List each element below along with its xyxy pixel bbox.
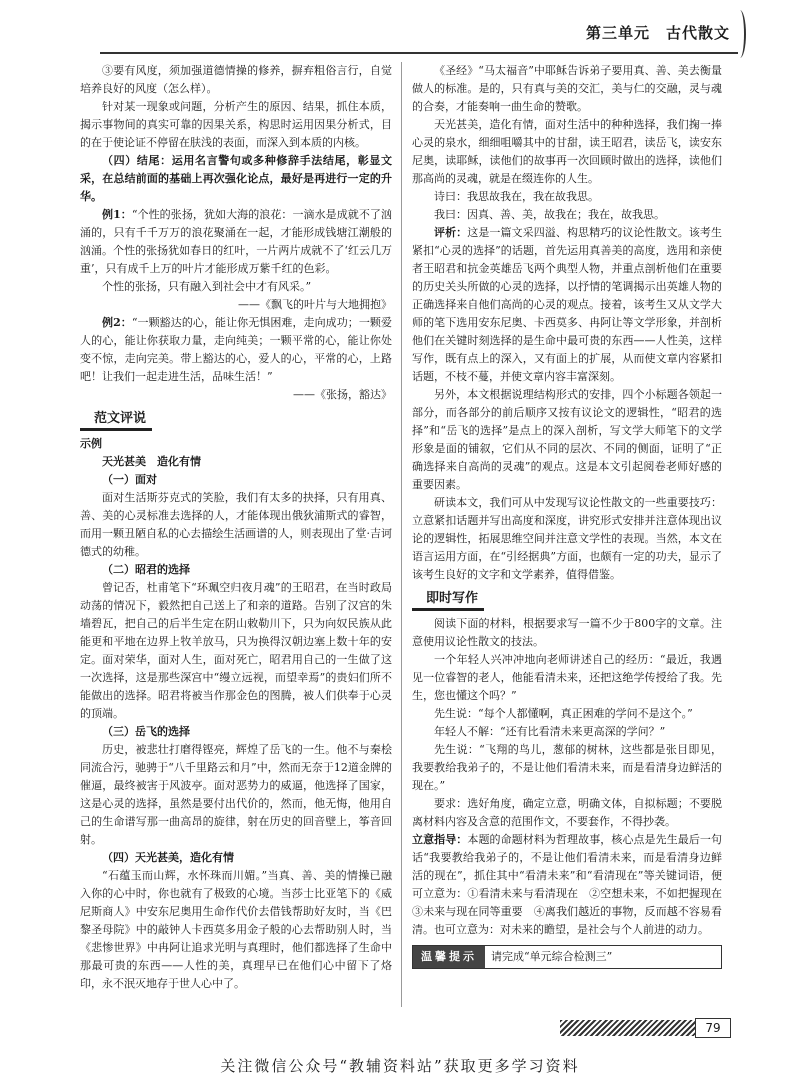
paragraph: 针对某一现象或问题，分析产生的原因、结果，抓住本质，揭示事物间的真实可靠的因果关系，构思时运用因果分析式，目的在于使论证不停留在肤浅的表面，而深入到本质的内核。 — [80, 100, 392, 149]
paragraph: 面对生活斯芬克式的笑脸，我们有太多的抉择，只有用真、善、美的心灵标准去选择的人，才能体现出俄狄浦斯式的睿智，而用一颗丑陋自私的心去描绘生活画谱的人，则表现出了堂·吉诃德式的幼稚。 — [80, 491, 392, 558]
paragraph: 天光甚美，造化有情，面对生活中的种种选择，我们掬一捧心灵的泉水，细细咀嚼其中的甘甜，读王昭君，读岳飞，读安东尼奥，读耶稣，读他们的故事再一次回顾时做出的选择，读他们那高尚的灵魂，就是在缀连你的人生。 — [412, 118, 722, 185]
paragraph: “石蕴玉而山辉，水怀珠而川媚。”当真、善、美的情操已融入你的心中时，你也就有了极致的心境。当莎士比亚笔下的《威尼斯商人》中安东尼奥用生命作代价去借钱帮助好友时，当《巴黎圣母院》中的敲钟人卡西莫多用金子般的心去帮助别人时，当《悲惨世界》中冉阿让追求光明与真理时，他们都选择了生命中那最可贵的东西——人性的美，真理早已在他们心中留下了烙印，永不泯灭地存于世人心中了。 — [80, 869, 392, 990]
source: ——《张扬，豁达》 — [293, 388, 392, 401]
paragraph: 阅读下面的材料，根据要求写一篇不少于800字的文章。注意使用议论性散文的技法。 — [412, 617, 722, 648]
paragraph: 历史，被悲壮打磨得铿亮，辉煌了岳飞的一生。他不与秦桧同流合污，驰骋于“八千里路云和月”中，然而无奈于12道金牌的催逼，最终被害于风波亭。面对恶势力的威逼，他选择了国家，这是心灵的选择，虽然是要付出代价的，然而，他无悔，他用自己的生命谱写那一曲高昂的旋律，射在历史的回音壁上，筝音回射。 — [80, 743, 392, 846]
right-column — [412, 62, 733, 969]
tip-label: 温馨提示 — [413, 946, 485, 968]
example-text: “个性的张扬，犹如大海的浪花：一滴水是成就不了汹涌的，只有千千万万的浪花聚涌在一起，才能形成钱塘江潮般的汹涌。个性的张扬犹如春日的红叶，一片两片成就不了‘红云几万重’，只有成千上万的叶片才能形成万紫千红的色彩。 — [80, 208, 393, 275]
paragraph: 年轻人不解：“还有比看清未来更高深的学问？” — [434, 725, 666, 738]
subsection-title: （一）面对 — [102, 473, 157, 486]
paragraph: 先生说：“每个人都懂啊，真正困难的学问不是这个。” — [434, 707, 693, 720]
left-column — [80, 62, 392, 993]
subsection-title: （四）天光甚美，造化有情 — [102, 851, 234, 864]
subsection-title: （三）岳飞的选择 — [102, 725, 190, 738]
analysis-text: 这是一篇文采四溢、构思精巧的议论性散文。该考生紧扣“心灵的选择”的话题，首先运用真善美的高度，选用和亲使者王昭君和抗金英雄岳飞两个典型人物，并重点剖析他们在重要的历史关头所做的心灵的选择，以抒情的笔调揭示出英雄人物的正确选择来自他们高尚的心灵的观点。接着，该考生又从文学大师的笔下选用安东尼奥、卡西莫多、冉阿让等文学形象，并剖析他们在关键时刻选择的是生命中最可贵的东西——人性美，这样写作，既有点上的深入，又有面上的扩展，从而使文章内容紧扣话题，不枝不蔓，并使文章内容丰富深刻。 — [412, 226, 723, 383]
header-bracket — [734, 10, 746, 58]
analysis-label: 评析： — [434, 226, 468, 239]
example-text: “一颗豁达的心，能让你无惧困难，走向成功；一颗爱人的心，能让你获取力量，走向纯美；一颗平常的心，能让你处变不惊，走向完美。带上豁达的心，爱人的心，平常的心，上路吧！让我们一起走进生活，品味生活！” — [80, 316, 393, 383]
paragraph: 研读本文，我们可从中发现写议论性散文的一些重要技巧：立意紧扣话题并写出高度和深度，讲究形式安排并注意体现出议论的逻辑性，拓展思维空间并注意文学性的表现。当然，本文在语言运用方面，在“引经据典”方面，也颇有一定的功夫，显示了该考生良好的文字和文学素养，值得借鉴。 — [412, 496, 722, 581]
analysis — [412, 224, 722, 386]
section-heading: 范文评说 — [80, 410, 152, 431]
paragraph: 一个年轻人兴冲冲地向老师讲述自己的经历：“最近，我遇见一位睿智的老人，他能看清未来，还把这绝学传授给了我。先生，您也懂这个吗？” — [412, 653, 722, 702]
tip-text: 请完成“单元综合检测三” — [491, 950, 613, 963]
tip-box — [412, 945, 722, 969]
paragraph: 个性的张扬，只有融入到社会中才有风采。” — [102, 280, 312, 293]
column-divider — [401, 62, 402, 1007]
example-2 — [80, 314, 392, 386]
paragraph: 曾记否，杜甫笔下“环珮空归夜月魂”的王昭君，在当时政局动荡的情况下，毅然把自己送上了和亲的道路。告别了汉宫的朱墙碧瓦，把自己的后半生定在阴山敕勒川下，只为向奴民族从此能更和平地在边界上牧羊放马，只为换得汉朝边塞上数十年的安定。面对荣华，面对人生，面对死亡，昭君用自己的一生做了这一次选择，这是那些深宫中“缦立远视，而望幸焉”的贵妇们所不能做出的选择。昭君将被当作那金色的图腾，被人们供奉于心灵的顶端。 — [80, 581, 392, 720]
paragraph: 我曰：因真、善、美，故我在；我在，故我思。 — [434, 208, 665, 221]
essay-title: 天光甚美 造化有情 — [102, 455, 201, 468]
unit-title: 第三单元 古代散文 — [585, 24, 730, 42]
paragraph: ③要有风度，须加强道德情操的修养，摒弃粗俗言行，自觉培养良好的风度（怎么样）。 — [80, 64, 392, 95]
header-rule — [100, 52, 738, 54]
example-label: 例1： — [102, 208, 132, 221]
subsection-title: （二）昭君的选择 — [102, 563, 190, 576]
section-heading: 即时写作 — [412, 590, 484, 611]
source: ——《飘飞的叶片与大地拥抱》 — [238, 298, 392, 311]
paragraph: 另外，本文根据说理结构形式的安排，四个小标题各领起一部分，而各部分的前后顺序又按有议论文的逻辑性，“昭君的选择”和“岳飞的选择”是点上的深入剖析，写文学大师笔下的文学形象是面的铺叙，它们从不同的层次、不同的侧面，证明了“正确选择来自高尚的灵魂”的观点。这是本文引起阅卷老师好感的重要因素。 — [412, 388, 722, 491]
page-header — [0, 0, 800, 60]
example-1 — [80, 206, 392, 278]
bold-paragraph: （四）结尾：运用名言警句或多种修辞手法结尾，彰显文采，在总结前面的基础上再次强化论点，最好是再进行一定的升华。 — [80, 154, 392, 203]
example-heading: 示例 — [80, 437, 102, 450]
guide — [412, 831, 733, 939]
page-number: 79 — [695, 1018, 731, 1038]
paragraph: 要求：选好角度，确定立意，明确文体，自拟标题；不要脱离材料内容及含意的范围作文，不要套作，不得抄袭。 — [412, 797, 722, 828]
footer-note: 关注微信公众号“教辅资料站”获取更多学习资料 — [220, 1057, 580, 1075]
guide-label: 立意指导： — [412, 833, 468, 846]
paragraph: 先生说：“飞翔的鸟儿，葱郁的树林，这些都是张目即见，我要教给我弟子的，不是让他们看清未来，而是看清身边鲜活的现在。” — [412, 743, 722, 792]
example-label: 例2： — [102, 316, 132, 329]
paragraph: 诗曰：我思故我在，我在故我思。 — [434, 190, 599, 203]
paragraph: 《圣经》“马太福音”中耶稣告诉弟子要用真、善、美去衡量做人的标准。是的，只有真与美的交汇，美与仁的交融，灵与魂的合奏，才能奏响一曲生命的赞歌。 — [412, 64, 722, 113]
guide-text: 本题的命题材料为哲理故事，核心点是先生最后一句话“我要教给我弟子的，不是让他们看清未来，而是看清身边鲜活的现在”，抓住其中“看清未来”和“看清现在”等关键词语，便可立意为：①看清未来与看清现在 ②空想未来，不如把握现在 ③未来与现在同等重要 ④离我们越近的事物，反而越不容易看清。也可立意为：对未来的瞻望，是社会与个人前进的动力。 — [412, 833, 733, 936]
